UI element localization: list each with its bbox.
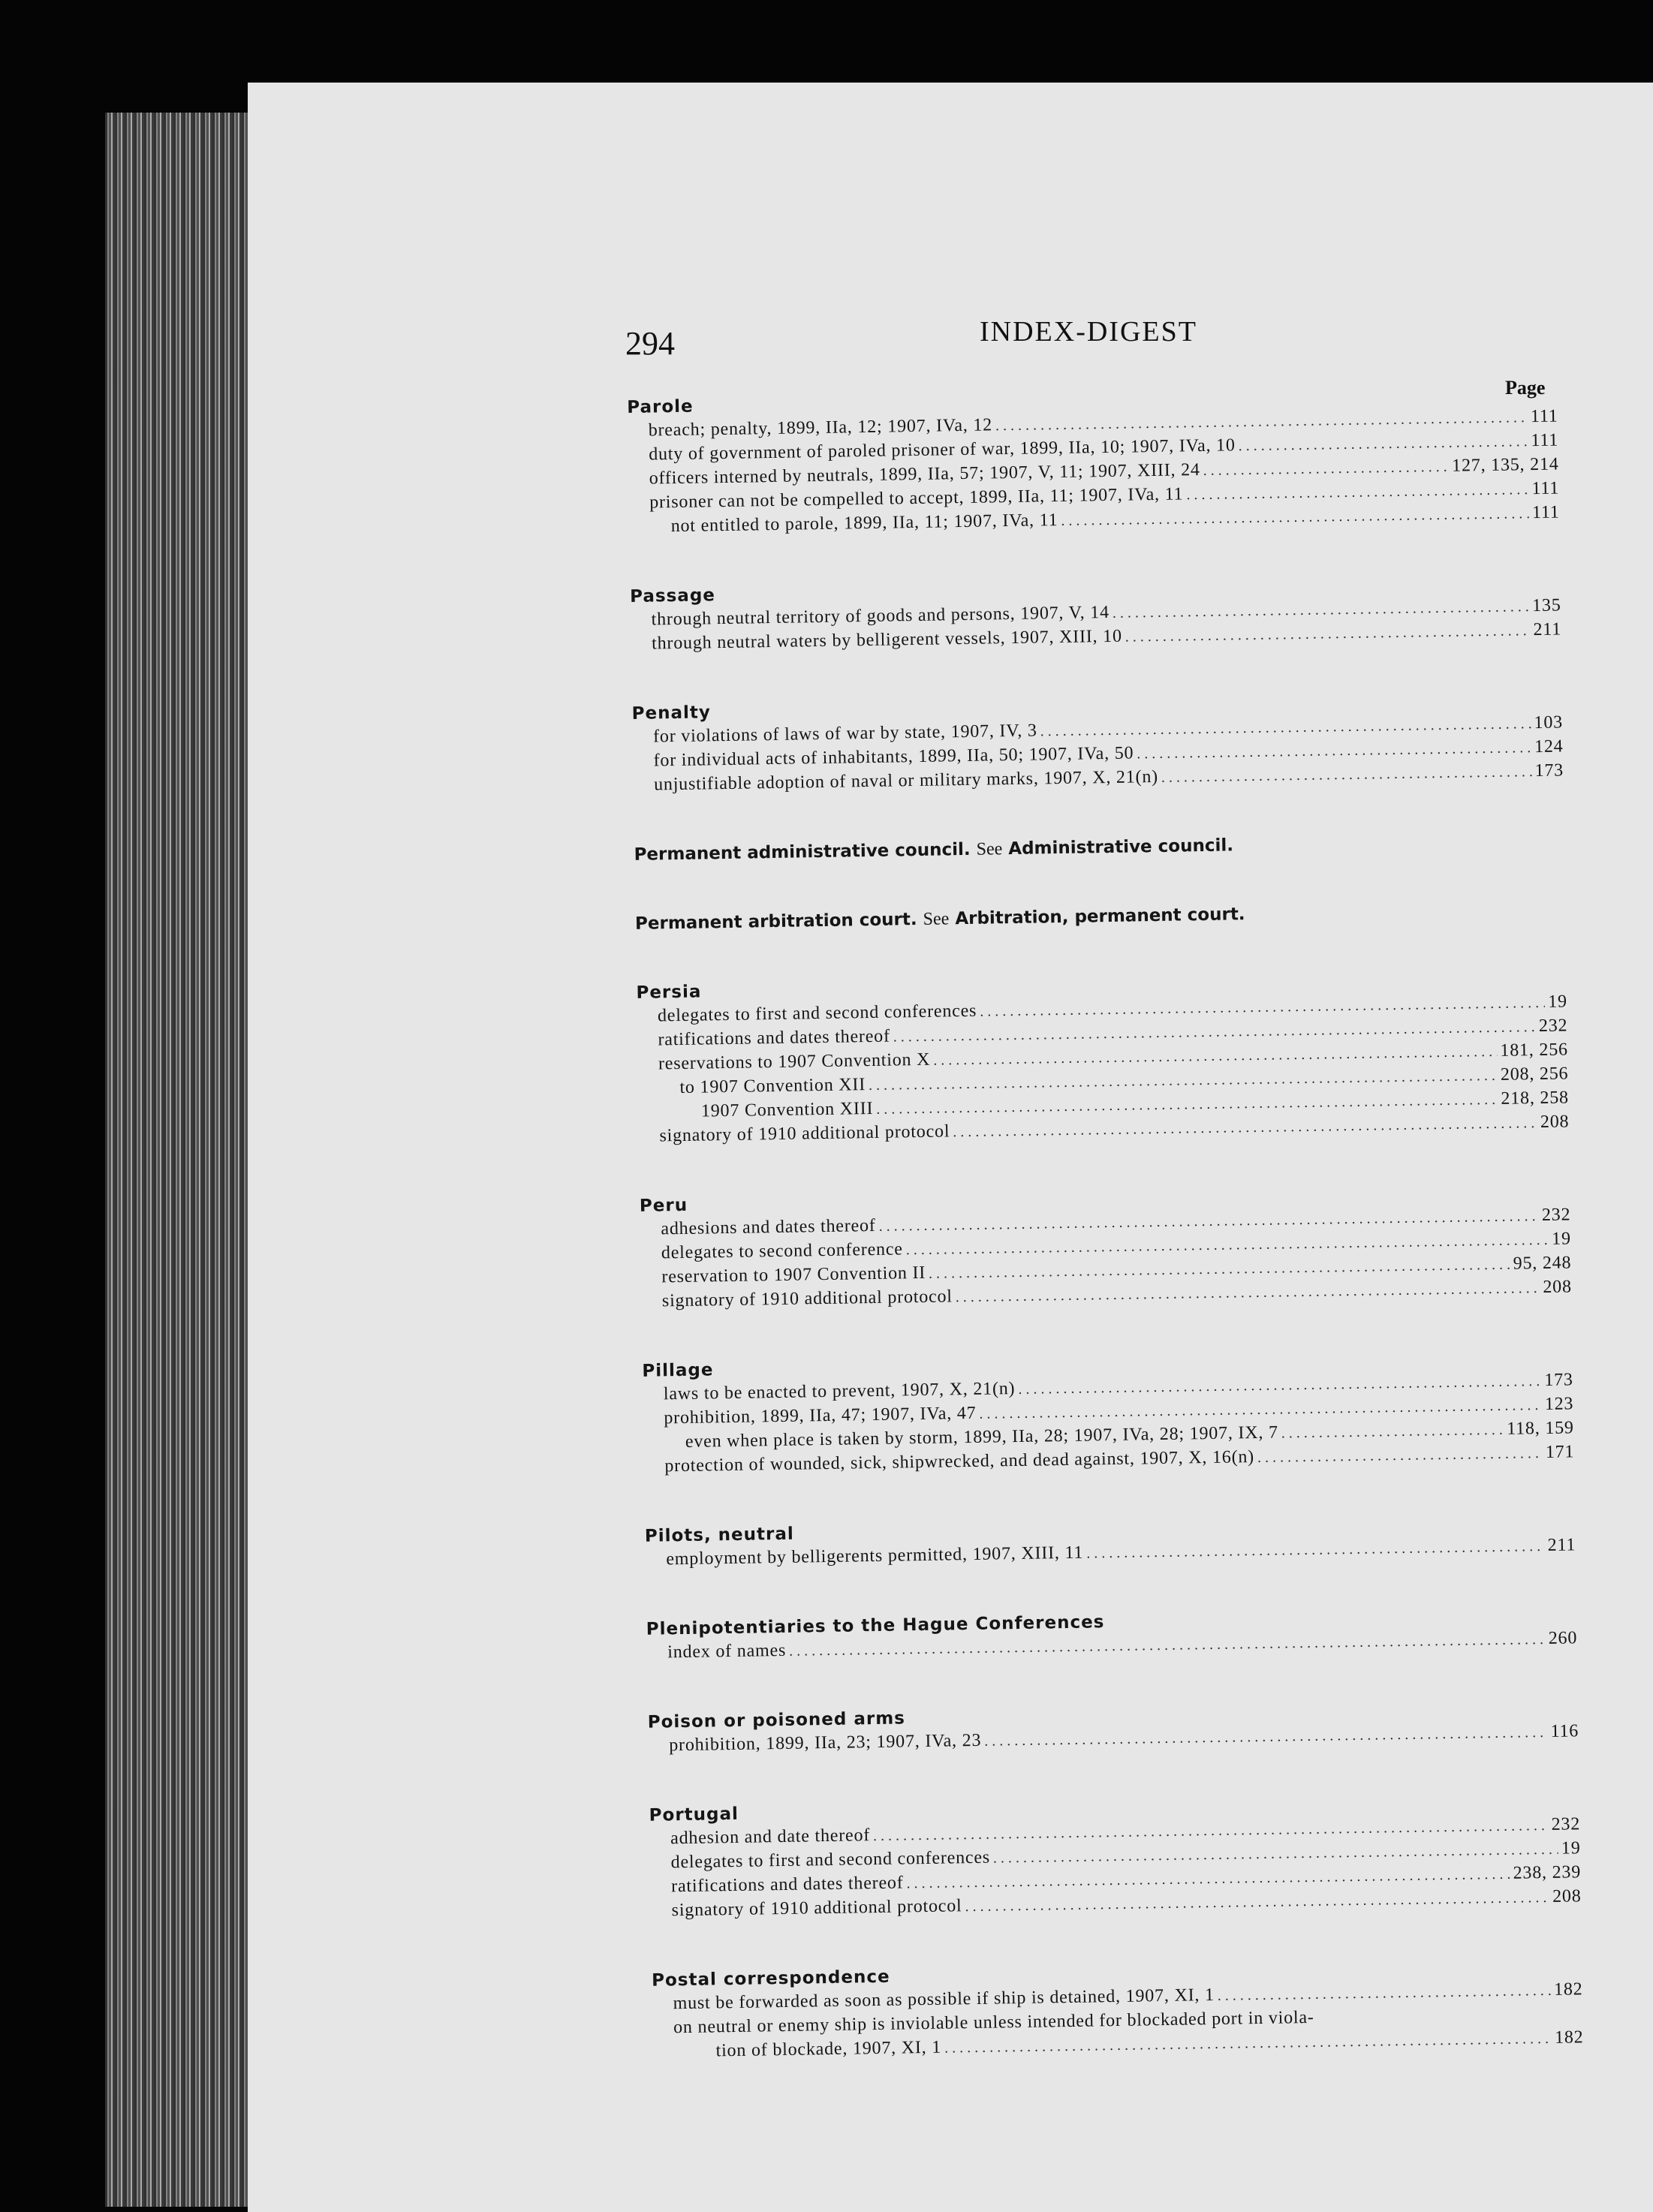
page-reference: 171	[1545, 1442, 1575, 1462]
page-reference: 111	[1531, 478, 1560, 499]
subentry-text: even when place is taken by storm, 1899, IIa, 28; 1907, IVa, 28; 1907, IX, 7	[685, 1422, 1278, 1452]
subentry-text: breach; penalty, 1899, IIa, 12; 1907, IVa, 12	[648, 415, 993, 441]
subentry-text: ratifications and dates thereof	[670, 1873, 904, 1897]
page-reference: 173	[1534, 760, 1564, 781]
page-reference: 19	[1548, 992, 1568, 1012]
page-reference: 208	[1552, 1886, 1582, 1907]
see-reference-entry	[635, 898, 1566, 934]
subentry-text: employment by belligerents permitted, 1907, XIII, 11	[666, 1542, 1084, 1569]
page-reference: 19	[1561, 1838, 1581, 1858]
dot-leader	[1281, 1418, 1504, 1446]
see-target: Administrative council.	[1008, 835, 1234, 859]
page-reference: 124	[1534, 736, 1564, 757]
book-page-edges	[105, 113, 266, 2207]
subentry-text: laws to be enacted to prevent, 1907, X, 21(n)	[663, 1379, 1016, 1404]
subentry-text: unjustifiable adoption of naval or military marks, 1907, X, 21(n)	[653, 766, 1159, 795]
page-reference: 95, 248	[1513, 1253, 1572, 1274]
page-reference: 208	[1543, 1277, 1572, 1297]
subentry-text: not entitled to parole, 1899, IIa, 11; 1907, IVa, 11	[670, 510, 1058, 537]
index-entry	[640, 1180, 1572, 1313]
page-reference: 218, 258	[1501, 1088, 1570, 1109]
subentry-text: delegates to first and second conferences	[657, 1001, 977, 1026]
page-reference: 211	[1547, 1535, 1576, 1555]
page-reference: 118, 159	[1507, 1418, 1574, 1439]
subentry-text: prisoner can not be compelled to accept, 1899, IIa, 11; 1907, IVa, 11	[649, 484, 1184, 513]
subentry-text: reservations to 1907 Convention X	[658, 1049, 931, 1074]
index-entry	[646, 1603, 1578, 1664]
subentry-text: ratifications and dates thereof	[658, 1026, 890, 1050]
index-entry	[649, 1789, 1581, 1922]
page-reference: 19	[1551, 1229, 1571, 1249]
page-reference: 135	[1531, 595, 1561, 616]
index-entry	[631, 688, 1564, 796]
page-reference: 111	[1531, 502, 1560, 523]
index-entry	[652, 1955, 1584, 2063]
page-reference: 260	[1548, 1628, 1578, 1648]
page-reference: 182	[1553, 1979, 1583, 2000]
index-entry-heading: Postal correspondence	[651, 1967, 890, 1991]
index-entry-heading: Peru	[639, 1195, 688, 1216]
subentry-text: for violations of laws of war by state, 1907, IV, 3	[652, 721, 1037, 747]
subentry-text: to 1907 Convention XII	[679, 1075, 866, 1098]
index-entry	[648, 1696, 1579, 1757]
index-entry-heading: Persia	[636, 982, 702, 1003]
dot-leader	[1257, 1441, 1543, 1470]
index-entry-heading: Parole	[627, 396, 694, 417]
index-entry	[642, 1345, 1574, 1478]
page-reference: 232	[1551, 1814, 1581, 1834]
subentry-text: signatory of 1910 additional protocol	[659, 1121, 950, 1146]
page-reference: 232	[1541, 1205, 1571, 1225]
subentry-text: must be forwarded as soon as possible if ship is detained, 1907, XI, 1	[673, 1985, 1215, 2014]
index-entry	[645, 1510, 1576, 1571]
page-reference: 211	[1533, 619, 1562, 640]
subentry-text: tion of blockade, 1907, XI, 1	[715, 2037, 942, 2061]
page-reference: 238, 239	[1513, 1862, 1582, 1883]
subentry-text: signatory of 1910 additional protocol	[671, 1896, 962, 1921]
subentry-text: through neutral waters by belligerent vessels, 1907, XIII, 10	[651, 626, 1122, 654]
page-reference: 103	[1534, 712, 1564, 733]
index-entry-heading: Plenipotentiaries to the Hague Conferences	[646, 1612, 1105, 1639]
subentry-text: index of names	[667, 1640, 787, 1663]
index-entry	[636, 967, 1569, 1148]
see-word: See	[923, 909, 950, 929]
subentry-text: reservation to 1907 Convention II	[661, 1262, 926, 1287]
subentry-text: prohibition, 1899, IIa, 47; 1907, IVa, 47	[664, 1403, 977, 1428]
page-reference: 182	[1554, 2027, 1584, 2048]
subentry-text: on neutral or enemy ship is inviolable unless intended for blockaded port in viola-	[673, 2007, 1314, 2038]
page-reference: 232	[1538, 1016, 1568, 1037]
page-reference: 111	[1531, 430, 1559, 451]
index-entry-heading: Penalty	[631, 703, 712, 724]
see-entry-heading: Permanent administrative council.	[634, 839, 971, 865]
dot-leader	[1161, 760, 1532, 790]
page-reference: 208	[1540, 1112, 1570, 1133]
subentry-text: adhesions and dates thereof	[661, 1215, 876, 1239]
subentry-text: adhesion and date thereof	[670, 1825, 871, 1849]
page-reference: 116	[1550, 1721, 1579, 1741]
page-reference: 127, 135, 214	[1451, 454, 1559, 476]
subentry-text: delegates to second conference	[661, 1239, 903, 1263]
index-entry	[627, 382, 1560, 539]
index-entry-heading: Pillage	[642, 1360, 714, 1381]
index-entry-heading: Passage	[629, 585, 716, 606]
page-reference: 173	[1544, 1370, 1573, 1390]
page-reference: 208, 256	[1500, 1064, 1569, 1085]
subentry-text: duty of government of paroled prisoner of war, 1899, IIa, 10; 1907, IVa, 10	[649, 435, 1236, 465]
page-reference: 181, 256	[1500, 1040, 1569, 1061]
see-target: Arbitration, permanent court.	[955, 904, 1245, 929]
see-word: See	[976, 839, 1003, 859]
page-reference: 123	[1544, 1394, 1574, 1414]
dot-leader	[1086, 1534, 1545, 1566]
index-entry-heading: Portugal	[649, 1804, 739, 1825]
page-number: 294	[625, 325, 675, 362]
subentry-text: protection of wounded, sick, shipwrecked, and dead against, 1907, X, 16(n)	[664, 1447, 1255, 1476]
subentry-text: through neutral territory of goods and persons, 1907, V, 14	[651, 602, 1110, 630]
see-entry-heading: Permanent arbitration court.	[634, 910, 917, 934]
index-entry-heading: Pilots, neutral	[644, 1524, 794, 1546]
page-reference: 111	[1530, 406, 1558, 427]
subentry-text: signatory of 1910 additional protocol	[661, 1287, 953, 1311]
page-column-heading: Page	[1505, 377, 1546, 399]
subentry-text: 1907 Convention XIII	[700, 1098, 874, 1121]
dot-leader	[1203, 455, 1449, 483]
subentry-text: prohibition, 1899, IIa, 23; 1907, IVa, 23	[669, 1730, 982, 1756]
see-reference-entry	[634, 829, 1564, 865]
subentry-text: for individual acts of inhabitants, 1899, IIa, 50; 1907, IVa, 50	[653, 743, 1134, 771]
running-head: INDEX-DIGEST	[980, 316, 1197, 348]
index-entries	[627, 382, 1585, 2111]
index-entry-heading: Poison or poisoned arms	[647, 1708, 906, 1732]
subentry-text: delegates to first and second conferences	[670, 1847, 991, 1873]
index-entry	[630, 570, 1561, 655]
subentry-text: officers interned by neutrals, 1899, IIa, 57; 1907, V, 11; 1907, XIII, 24	[649, 460, 1200, 489]
